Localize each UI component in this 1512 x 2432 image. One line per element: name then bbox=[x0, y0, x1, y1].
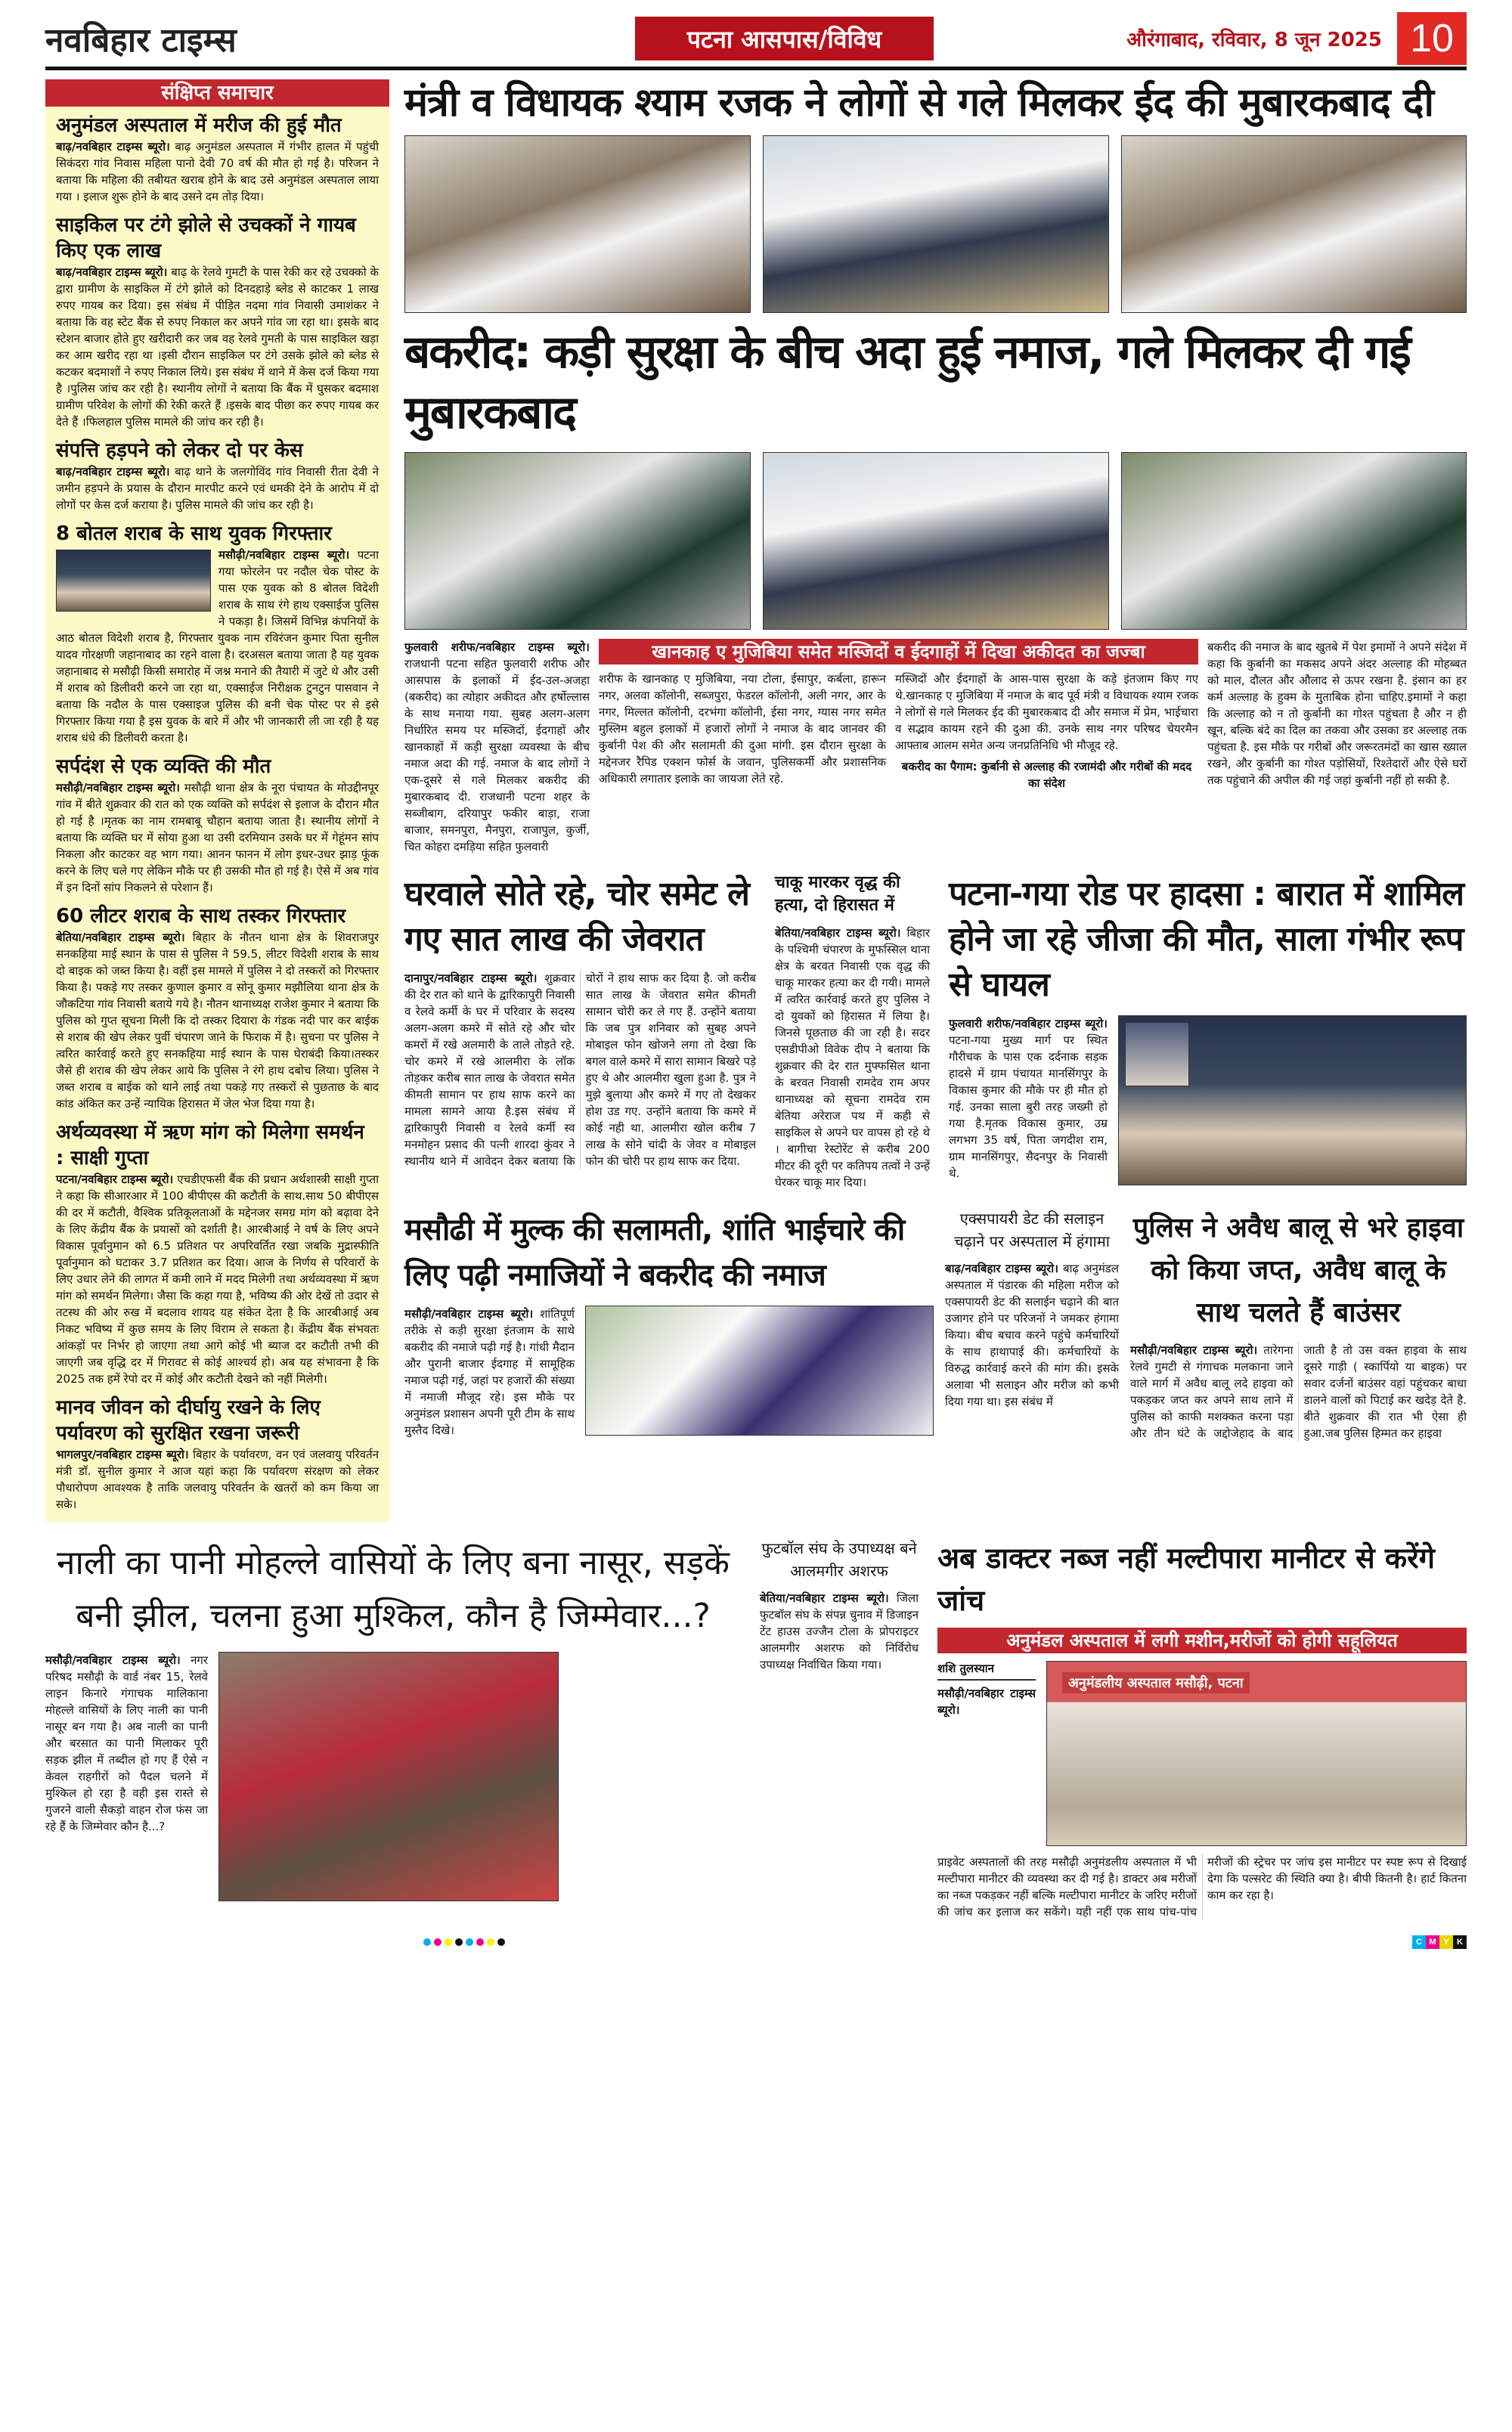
saline-body bbox=[945, 1260, 1119, 1410]
brief-story bbox=[45, 515, 389, 748]
brief-story bbox=[45, 1389, 389, 1514]
monitor-headline: अब डाक्टर नब्ज नहीं मल्टीपारा मानीटर से करेंगे जांच bbox=[937, 1541, 1436, 1617]
story-body: मस्जिदों और ईदगाहों के आस-पास सुरक्षा के कड़े इंतजाम किए गए थे.खानकाह ए मुजिबिया में नमाज के बाद पूर्व मंत्री व विधायक श्याम रजक ने लोगों से गले मिलकर ईद की मुबारकबाद दी और समाज में प्रेम, भाईचारा व सद्भाव कायम रहने की दुआ की. उनके साथ नगर परिषद चेयरमैन आफ्ताब आलम समेत अन्य जनप्रतिनिधि भी मौजूद रहे. bbox=[895, 672, 1198, 752]
cmyk-y: Y bbox=[1439, 1935, 1453, 1949]
main-area bbox=[45, 79, 1467, 1522]
story-body: बिहार के पश्चिमी चंपारण के मुफस्सिल थाना क्षेत्र के बरवत निवासी एक वृद्ध की चाकू मारकर हत्या कर दी गयी। मामले में त्वरित कार्रवाई करते हुए पुलिस ने दो युवकों को हिरासत में लिया है। जिनसे पूछताछ की जा रही है। सदर एसडीपीओ विवेक दीप ने बताया कि शुक्रवार की देर रात मुफ्फसिल थाना के बरवत निवासी रामदेव राम अपर थानाध्यक्ष को सूचना रामदेव राम बेतिया अरेराज पथ में कही से साइकिल से अपने घर वापस हो रहे थे । बागीचा रेस्टोरेंट से करीब 200 मीटर की दूरी पर कतिपय तत्वों ने उन्हें घेरकर चाकू मार दिया। bbox=[775, 926, 930, 1189]
eid-body-col2: शरीफ के खानकाह ए मुजिबिया, नया टोला, ईसापुर, कर्बला, हारून नगर, अलवा कॉलोनी, सब्जपुरा, फेडरल कॉलोनी, अली नगर, आर के नगर, मिल्लत कॉलोनी, दरभंगा कॉलोनी, ईसा नगर, ग्यास नगर समेत मुस्लिम बहुल इलाकों में हजारों लोगों ने नमाज के बाद जानवर की कुर्बानी पेश की और सलामती की दुआ मांगी. इस दौरान सुरक्षा के मद्देनजर रैपिड एक्शन फोर्स के जवान, पुलिसकर्मी और प्रशासनिक अधिकारी लगातार इलाके का जायजा लेते रहे. bbox=[599, 672, 886, 785]
story-body: बाढ़ अनुमंडल अस्पताल में गंभीर हालत में पहुंची सिकंदरा गांव निवास महिला पानो देवी 70 वर्ष की मौत हो गई है। परिजन ने बताया कि महिला की तबीयत खराब होने के बाद उसे अनुमंडल अस्पताल लाया गया । इलाज शुरू होने के बाद उसने दम तोड़ दिया। bbox=[56, 140, 379, 203]
brief-story bbox=[45, 748, 389, 897]
eid-subbanner: खानकाह ए मुजिबिया समेत मस्जिदों व ईदगाहों में दिखा अकीदत का जज्बा bbox=[599, 639, 1198, 665]
masthead: नवबिहार टाइम्स bbox=[45, 21, 237, 60]
story-body: नगर परिषद मसौढ़ी के वार्ड नंबर 15, रेलवे लाइन किनारे गंगाचक मालिकाना मोहल्ले वासियों के लिए नाली का पानी नासूर बन गया है। अब नाली का पानी और बरसात का पानी मिलाकर पूरी सड़क झील में तब्दील हो गए हैं ऐसे न केवल राहगीरों को पैदल चलने में मुश्किल हो रहा है वही इस रास्ते से गुजरने वाली सैकड़ो वाहन रोज फंस जा रहे हैं के जिम्मेवार कौन है...? bbox=[45, 1653, 208, 1833]
news-row-2 bbox=[404, 872, 1467, 1191]
cmyk-k: K bbox=[1453, 1935, 1467, 1949]
murder-story bbox=[775, 872, 930, 1191]
monitor-byline: शशि तुलस्यान bbox=[937, 1661, 1036, 1681]
story-headline: अर्थव्यवस्था में ऋण मांग को मिलेगा समर्थन : साक्षी गुप्ता bbox=[56, 1121, 364, 1170]
football-story bbox=[760, 1537, 919, 1673]
right-area bbox=[404, 79, 1467, 1442]
victim-portrait bbox=[1125, 1022, 1189, 1086]
eid-subhead: बकरीद का पैगाम: कुर्बानी से अल्लाह की रजामंदी और गरीबों की मदद का संदेश bbox=[901, 760, 1192, 790]
brief-story bbox=[45, 1114, 389, 1389]
story-body: बाढ़ अनुमंडल अस्पताल में पंडारक की महिला मरीज को एक्सपायरी डेट की सलाईन चढ़ाने की बात उजागर होने पर परिजनों ने जमकर हंगामा किया। बीच बचाव करने पहुंचे कर्मचारियों के साथ हाथापाई की। कर्मचारियों के विरुद्ध कार्रवाई करने की मांग की। इसके अलावा भी सलाइन और मरीज को कभी दिया गया था। इस संबंध में bbox=[945, 1262, 1119, 1408]
story-body: शुक्रवार की देर रात को थाने के द्वारिकापुरी निवासी व रेलवे कर्मी के घर में परिवार के सदस्य अलग-अलग कमरे में सोते रहे और चोर कमरों में रखे अलमारी के ताले तोड़ते रहे. चोर कमरे में रखे आलमीरा के लॉक तोड़कर करीब सात लाख के जेवरात समेत कीमती सामान पर हाथ साफ करने का मामला सामने आया है.इस संबंध में द्वारिकापुरी निवासी व रेलवे कर्मी स्व मनमोहन प्रसाद की पत्नी शारदा कुंवर ने स्थानीय थाने में आवेदन देकर बताया कि चोरों ने हाथ साफ कर दिया है. जो करीब सात लाख के जेवरात समेत कीमती सामान चोरी कर ले गए हैं. उन्होंने बताया कि जब पुत्र शनिवार को सुबह अपने मोबाइल फोन खोजने लगा तो देखा कि बगल वाले कमरे में सारा सामान बिखरे पड़े हुए थे और आलमीरा खुला हुआ है. पुत्र ने मुझे बुलाया और कमरे में गए तो देखकर होश उड गए. उन्होंने बताया कि कमरे में कोई नही था. आलमीरा खोल करीब 7 लाख के सोने चांदी के जेवर व मोबाइल फोन की चोरी पर हाथ साफ कर दिया. bbox=[404, 971, 756, 1168]
dateline: मसौढ़ी/नवबिहार टाइम्स ब्यूरो। bbox=[218, 548, 350, 562]
eid-top-headline: मंत्री व विधायक श्याम रजक ने लोगों से गले मिलकर ईद की मुबारकबाद दी bbox=[404, 80, 1433, 125]
story-body: एचडीएफसी बैंक की प्रधान अर्थशास्त्री साक्षी गुप्ता ने कहा कि सीआरआर में 100 बीपीएस की कटौती के साथ.साथ 50 बीपीएस की दर में कटौती, वैश्विक प्रतिकूलताओं के मद्देनजर समग्र मांग को बढ़ावा देने के लिए केंद्रीय बैंक के प्रयासों को दर्शाती है। आरबीआई ने वर्ष के लिए अपने विकास पूर्वानुमान को 6.5 प्रतिशत पर अपरिवर्तित रखा जबकि मुद्रास्फीति पूर्वानुमान को घटाकर 3.7 प्रतिशत कर दिया। आज के निर्णय से परिवारों के लिए उधार लेने की लागत में कमी लाने में मदद मिलेगी तथा अर्थव्यवस्था में ऋण मांग को समर्थन मिलेगा। जैसा कि कहा गया है, भविष्य की ओर देखें तो उदार से तटस्थ की ओर रुख में बदलाव शायद यह संकेत देता है कि आरबीआई अब निकट भविष्य में कुछ समय के लिए विराम ले सकता है। केंद्रीय बैंक संभवतः आंकड़ों पर निर्भर हो जाएगा तथा आगे कोई भी ब्याज दर कटौती तभी की जाएगी जब वृद्धि दर में गिरावट से कोई आश्चर्य हो। अब यह संभावना है कि 2025 तक हमें रेपो दर में कोई और कटौती देखने को नहीं मिलेगी। bbox=[56, 1173, 380, 1386]
registration-dots bbox=[423, 1938, 505, 1946]
theft-headline: घरवाले सोते रहे, चोर समेट ले गए सात लाख की जेवरात bbox=[404, 875, 749, 959]
sand-story bbox=[1130, 1207, 1467, 1442]
story-body: बिहार के पर्यावरण, वन एवं जलवायु परिवर्तन मंत्री डॉ. सुनील कुमार ने आज यहां कहा कि पर्यावरण संरक्षण को लेकर पौधारोपण आवश्यक है ताकि जलवायु परिवर्तन के खतरों को कम किया जा सके। bbox=[56, 1448, 379, 1511]
dateline: बाढ़/नवबिहार टाइम्स ब्यूरो। bbox=[56, 465, 170, 479]
dateline: बाढ़/नवबिहार टाइम्स ब्यूरो। bbox=[56, 140, 170, 153]
brief-news-title: संक्षिप्त समाचार bbox=[45, 79, 389, 107]
eid-body-col3 bbox=[895, 671, 1198, 792]
eid-middle bbox=[599, 639, 1198, 792]
cmyk-m: M bbox=[1426, 1935, 1439, 1949]
eid-photo-2 bbox=[763, 135, 1109, 313]
namaz-photo-row bbox=[404, 452, 1467, 630]
drain-body bbox=[45, 1652, 208, 1835]
drain-headline: नाली का पानी मोहल्ले वासियों के लिए बना नासूर, सड़कें बनी झील, चलना हुआ मुश्किल, कौन है जिम्मेवार...? bbox=[57, 1544, 730, 1635]
monitor-story bbox=[937, 1537, 1467, 1920]
page-footer bbox=[45, 1935, 1467, 1949]
issue-date: औरंगाबाद, रविवार, 8 जून 2025 bbox=[1126, 29, 1382, 51]
namaz-photo-3 bbox=[1121, 452, 1467, 630]
story-body: राजधानी पटना सहित फुलवारी शरीफ और आसपास के इलाकों में ईद-उल-अजहा (बकरीद) का त्योहार अकीदत और हर्षोल्लास के साथ मनाया गया. सुबह अलग-अलग निर्धारित समय पर मस्जिदों, ईदगाहों और खानकाहों में कड़ी सुरक्षा व्यवस्था के बीच नमाज अदा की गई. नमाज के बाद लोगों ने एक-दूसरे से गले मिलकर बकरीद की मुबारकबाद दी. राजधानी पटना शहर के सब्जीबाग, दरियापुर फकीर बाड़ा, राजा बाजार, समनपुरा, मैनपुरा, राजापुल, कुर्जी, चित कोहरा दमड़िया सहित फुलवारी bbox=[404, 657, 590, 854]
hospital-building-photo bbox=[1046, 1661, 1467, 1846]
dateline: भागलपुर/नवबिहार टाइम्स ब्यूरो। bbox=[56, 1448, 189, 1461]
hospital-signboard: अनुमंडलीय अस्पताल मसौढ़ी, पटना bbox=[1062, 1672, 1250, 1693]
accident-body bbox=[949, 1015, 1108, 1182]
story-body: पटना गया फोरलेन पर नदौल चेक पोस्ट के पास एक युवक को 8 बोतल विदेशी शराब के साथ रंगे हाथ एक्साईज पुलिस ने पकड़ा है। जिसमें विभिन्न कंपनियों के आठ बोतल विदेशी शराब है, गिरफ्तार युवक नाम रविरंजन कुमार पिता सुनील यादव गोरक्षणी जहानाबाद का रहने वाला है। दरअसल बताया जाता है यह युवक जहानाबाद से मसौढ़ी किसी समारोह में जश्न मनाने की तैयारी में जुटे थे और उसी में शराब को डिलीवरी करने जा रहा था, एक्साईज निरीक्षक टुनटुन पासवान ने बताया कि नदौल के पास एक्साइज पुलिस की बनी चेक पोस्ट पर से इसे गिरफ्तार किया गया है इस युवक के बारे में और भी जानकारी ली जा रही है यह शराब धंधे की डिलीवरी करता है। bbox=[56, 548, 379, 745]
football-body bbox=[760, 1590, 919, 1673]
accident-story bbox=[949, 872, 1467, 1185]
football-headline: फुटबॉल संघ के उपाध्यक्ष बने आलमगीर अशरफ bbox=[761, 1539, 917, 1580]
brief-story bbox=[45, 432, 389, 515]
accident-scene-photo bbox=[1118, 1015, 1467, 1185]
story-body: बाढ़ के रेलवे गुमटी के पास रेकी कर रहे उचक्को के द्वारा ग्रामीण के साइकिल में टंगे झोले को दिनदहाड़े ब्लेड से काटकर 1 लाख रुपए गायब कर दिया। इस संबंध में पीड़ित नदमा गांव निवासी उमाशंकर ने बताया कि वह स्टेट बैंक से रुपए निकाल कर अपने गांव जा रहा था। इसके बाद स्टेशन बाजार होते हुए खरीदारी कर जब वह रेलवे गुमती के पास साइकिल खड़ा कर आम खरीद रहा था ।इसी दौरान साइकिल पर टंगे उसके झोले को ब्लेड से कटकर बदमाशों ने रुपए निकाल लिये। इस संबंध में थाने में केस दर्ज किया गया है ।पुलिस जांच कर रही है। स्थानीय लोगों ने बताया कि बैंक में घुसकर बदमाश ग्रामीण परिवेश के लोगों की रेकी करते हैं ।इसके बाद पीछा कर रुपए गायब कर देते हैं ।फिलहाल पुलिस मामले की जांच कर रही है। bbox=[56, 265, 379, 429]
brief-story bbox=[45, 897, 389, 1114]
dateline: बाढ़/नवबिहार टाइम्स ब्यूरो। bbox=[945, 1262, 1058, 1275]
story-body: बाढ़ थाने के जलगोविंद गांव निवासी रीता देवी ने जमीन हड़पने के प्रयास के दौरान मारपीट करने एवं धमकी देने के आरोप में दो लोगों पर केस दर्ज कराया है। पुलिस मामले की जांच कर रही है। bbox=[56, 465, 379, 512]
story-headline: 8 बोतल शराब के साथ युवक गिरफ्तार bbox=[56, 522, 332, 545]
cmyk-c: C bbox=[1412, 1935, 1426, 1949]
story-body: तारेगना रेलवे गुमटी से गंगाचक मलकाना जाने वाले मार्ग में अवैध बालू लदे हाइवा को पकड़कर जप्त कर अपने साथ लाने में पुलिस को काफी मशक्कत करना पड़ा और तीन घंटे के जद्दोजेहाद के बाद जाती है तो उस वक्त हाइवा के साथ दूसरे गाड़ी ( स्कार्पियो या बाइक) पर सवार दर्जनों बाउंसर वहां पहुंचकर बाधा डालने वालों को पिटाई कर खदेड़ देते है. बीते शुक्रवार की रात भी ऐसा ही हुआ.जब पुलिस हिम्मत कर हाइवा bbox=[1130, 1343, 1467, 1440]
monitor-intro bbox=[937, 1661, 1036, 1718]
masaudhi-namaz-headline: मसौढी में मुल्क की सलामती, शांति भाईचारे की लिए पढ़ी नमाजियों ने बकरीद की नमाज bbox=[404, 1213, 905, 1293]
dateline: मसौढ़ी/नवबिहार टाइम्स ब्यूरो। bbox=[1130, 1343, 1258, 1357]
masaudhi-namaz-story bbox=[404, 1207, 934, 1439]
story-body: पटना-गया मुख्य मार्ग पर स्थित गौरीचक के पास एक दर्दनाक सड़क हादसे में ग्राम पंचायत मानसिंगपुर के विकास कुमार की मौके पर ही मौत हो गई. उनका साला बुरी तरह जख्मी हो गया है.मृतक विकास कुमार, उम्र लगभग 35 वर्ष, पिता जगदीश राम, ग्राम मानसिंगपुर, सैदनपुर के निवासी थे. bbox=[949, 1033, 1108, 1180]
eid-body-col4: बकरीद की नमाज के बाद खुतबे में पेश इमामों ने अपने संदेश में कहा कि कुर्बानी का मकसद अपने अंदर अल्लाह की मोहब्बत को माल, दौलत और औलाद से ऊपर रखना है. इंसान का हर कर्म अल्लाह के हुक्म के मुताबिक होना चाहिए.इमामों ने कहा कि अल्लाह को न तो कुर्बानी का गोश्त पहुंचता है और न ही खून, बल्कि बंदे का दिल का तकवा और उसका डर अल्लाह तक पहुंचता है. इस मौके पर गरीबों और जरूरतमंदों का खास ख्याल रखने, और कुर्बानी का गोश्त पड़ोसियों, रिश्तेदारों और ऐसे घरों तक पहुंचाने की अपील की गई जहां कुर्बानी नहीं हो सकी है. bbox=[1207, 640, 1467, 787]
dateline: मसौढ़ी/नवबिहार टाइम्स ब्यूरो। bbox=[404, 1307, 534, 1321]
brief-story bbox=[45, 206, 389, 432]
news-row-3 bbox=[404, 1207, 1467, 1442]
dateline: दानापुर/नवबिहार टाइम्स ब्यूरो। bbox=[404, 971, 538, 985]
story-body: मसौढ़ी थाना क्षेत्र के नूरा पंचायत के मोउद्दीनपूर गांव में बीते शुक्रवार की रात को एक व्यक्ति को सर्पदंश से इलाज के दौरान मौत हो गई है ।मृतक का नाम रामबाबू चौहान बताया जाता है। स्थानीय लोगों ने बताया कि व्यक्ति घर में सोया हुआ था उसी दरमियान उसके घर में गेहूंमन सांप निकला और काटकर वह भाग गया। आनन फानन में लोग इधर-उधर झाड़ फूंक करने के लिए चले गए लेकिन मौके पर ही उसकी मौत हो गई है। ऐसे में अब गांव में इन दिनों सांप निकलने से परेशान हैं। bbox=[56, 781, 379, 894]
saline-headline: एक्सपायरी डेट की सलाइन चढ़ाने पर अस्पताल में हंगामा bbox=[954, 1210, 1110, 1250]
eid-photo-3 bbox=[1121, 135, 1467, 313]
section-banner: पटना आसपास/विविध bbox=[635, 17, 934, 60]
story-headline: संपत्ति हड़पने को लेकर दो पर केस bbox=[56, 439, 303, 462]
header-rule bbox=[45, 67, 1467, 70]
dateline: बेतिया/नवबिहार टाइम्स ब्यूरो। bbox=[775, 926, 901, 940]
dateline: पटना/नवबिहार टाइम्स ब्यूरो। bbox=[56, 1173, 174, 1186]
dateline: बेतिया/नवबिहार टाइम्स ब्यूरो। bbox=[56, 931, 185, 944]
theft-body bbox=[404, 970, 756, 1170]
story-headline: साइकिल पर टंगे झोले से उचक्कों ने गायब किए एक लाख bbox=[56, 214, 356, 262]
theft-story bbox=[404, 872, 756, 1170]
liquor-arrest-photo bbox=[56, 550, 211, 612]
page-number: 10 bbox=[1397, 12, 1467, 65]
sand-headline: पुलिस ने अवैध बालू से भरे हाइवा को किया जप्त, अवैध बालू के साथ चलते हैं बाउंसर bbox=[1132, 1213, 1464, 1328]
cmyk-color-bar bbox=[1412, 1935, 1467, 1949]
monitor-banner: अनुमंडल अस्पताल में लगी मशीन,मरीजों को होगी सहूलियत bbox=[937, 1628, 1467, 1653]
dateline: बाढ़/नवबिहार टाइम्स ब्यूरो। bbox=[56, 265, 168, 279]
monitor-body: प्राइवेट अस्पतालों की तरह मसौढ़ी अनुमंडलीय अस्पताल में भी मल्टीपारा मानीटर की व्यवस्था कर दी गई है। डाक्टर अब मरीजों का नब्ज पकड़कर नहीं बल्कि मल्टीपारा मानीटर के जरिए मरीजों की जांच कर इलाज कर सकेंगे। यही नहीं एक साथ पांच-पांच मरीजों की स्ट्रेचर पर जांच इस मानीटर पर स्पष्ट रूप से दिखाई देगा कि पल्सरेट की स्थिति क्या है। बीपी कितनी है। हार्ट कितना काम कर रहा है। bbox=[937, 1855, 1467, 1919]
namaz-photo-2 bbox=[763, 452, 1109, 630]
dateline: मसौढ़ी/नवबिहार टाइम्स ब्यूरो। bbox=[45, 1653, 181, 1667]
drain-story bbox=[45, 1537, 741, 1901]
namaz-photo-1 bbox=[404, 452, 751, 630]
eid-main-headline: बकरीद: कड़ी सुरक्षा के बीच अदा हुई नमाज, गले मिलकर दी गई मुबारकबाद bbox=[404, 326, 1410, 439]
murder-headline: चाकू मारकर वृद्ध की हत्या, दो हिरासत में bbox=[775, 873, 900, 915]
masaudhi-namaz-body bbox=[404, 1306, 575, 1439]
murder-body bbox=[775, 925, 930, 1191]
story-headline: 60 लीटर शराब के साथ तस्कर गिरफ्तार bbox=[56, 905, 346, 928]
story-headline: अनुमंडल अस्पताल में मरीज की हुई मौत bbox=[56, 114, 342, 137]
story-body: जिला फुटबॉल संघ के संपन्न चुनाव में डिजाइन टेंट हाउस उज्जैन टोला के प्रोपराइटर आलमगीर अशरफ को निर्विरोध उपाध्यक्ष निर्वाचित किया गया। bbox=[760, 1591, 919, 1671]
sand-body bbox=[1130, 1342, 1467, 1442]
eid-text bbox=[404, 639, 1467, 855]
story-headline: सर्पदंश से एक व्यक्ति की मौत bbox=[56, 755, 271, 778]
story-headline: मानव जीवन को दीर्घायु रखने के लिए पर्यावरण को सुरक्षित रखना जरूरी bbox=[56, 1396, 321, 1445]
eid-photo-row bbox=[404, 135, 1467, 313]
children-namaz-photo bbox=[585, 1306, 934, 1436]
bottom-row bbox=[45, 1537, 1467, 1920]
story-body: शांतिपूर्ण तरीके से कड़ी सुरक्षा इंतजाम के साथे बकरीद की नमाजे पढ़ी गई है। गांधी मैदान और पुरानी बाजार ईदगाह में सामूहिक नमाज पढ़ी गई, जहां पर हजारों की संख्या में नमाजी मौजूद रहे। इस मौके पर अनुमंडल प्रशासन अपनी पूरी टीम के साथ मुस्तैद दिखे। bbox=[404, 1307, 575, 1437]
eid-photo-1 bbox=[404, 135, 751, 313]
saline-story bbox=[945, 1207, 1119, 1410]
dateline: फुलवारी शरीफ/नवबिहार टाइम्स ब्यूरो। bbox=[404, 640, 590, 654]
monitor-body-intro bbox=[937, 1685, 1036, 1718]
accident-headline: पटना-गया रोड पर हादसा : बारात में शामिल होने जा रहे जीजा की मौत, साला गंभीर रूप से घायल bbox=[949, 875, 1464, 1004]
dateline: फुलवारी शरीफ/नवबिहार टाइम्स ब्यूरो। bbox=[949, 1017, 1108, 1030]
dateline: मसौढ़ी/नवबिहार टाइम्स ब्यूरो। bbox=[56, 781, 180, 795]
brief-story bbox=[45, 107, 389, 206]
story-body: बिहार के नौतन थाना क्षेत्र के शिवराजपुर सनकहिया माई स्थान के पास से पुलिस ने 59.5, लीटर विदेशी शराब के साथ दो बाइक को जब्त किया है। वहीं इस मामले में पुलिस ने दो तस्करों को गिरफ्तार किया है। पकड़े गए तस्कर कुणाल कुमार व सोनू कुमार मझौलिया थाना क्षेत्र के जौकटिया गांव निवासी बताये गये है। नौतन थानाध्यक्ष राजेश कुमार ने बताया कि पुलिस को गुप्त सूचना मिली कि दो तस्कर दियारा के गंडक नदी पार कर बाईक से शराब की खेप लेकर पुर्वी चंपारण जाने के फिराक में है। सुचना पर पुलिस ने त्वरित कार्रवाई करते हुए सनकहिया माई स्थान के पास घेराबंदी किया।तस्कर जैसे ही शराब की खेप लेकर आये कि पुलिस ने रंगे हाथ दबोच लिया। पुलिस ने जब्त शराब व बाईक को थाने लाई तथा पकड़े गए तस्करों से पुछताछ के बाद कांड अंकित कर उन्हें न्यायिक हिरासत में जेल भेज दिया गया है। bbox=[56, 931, 379, 1111]
dateline: मसौढ़ी/नवबिहार टाइम्स ब्यूरो। bbox=[937, 1687, 1036, 1717]
waterlogged-road-photo bbox=[218, 1652, 559, 1901]
page-header bbox=[45, 12, 1467, 65]
eid-body-col1 bbox=[404, 639, 590, 855]
brief-news-column bbox=[45, 79, 389, 1522]
dateline: बेतिया/नवबिहार टाइम्स ब्यूरो। bbox=[760, 1591, 889, 1605]
